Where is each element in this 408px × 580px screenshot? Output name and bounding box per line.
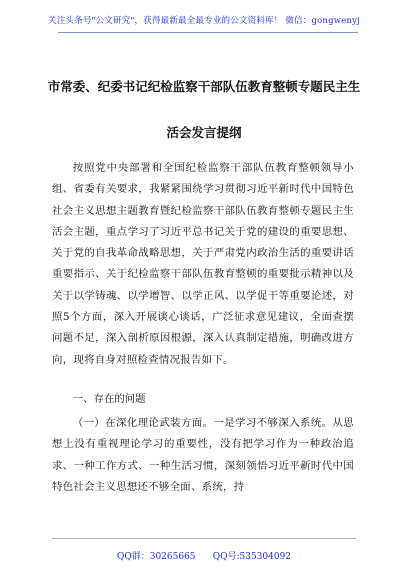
- document-title-line-1: 市常委、纪委书记纪检监察干部队伍教育整顿专题民主生: [47, 79, 361, 94]
- footer-contact: QQ群：30265665 QQ号:535304092: [116, 552, 292, 562]
- page-header: [0, 0, 408, 58]
- header-divider: [58, 32, 358, 33]
- header-notice: 关注头条号"公文研究"，获得最新最全最专业的公文资料库！ 微信：gongwenyj: [48, 16, 360, 26]
- page-footer: [0, 538, 408, 578]
- document-title-line-2: 活会发言提纲: [166, 125, 242, 140]
- section-heading: 一、存在的问题: [72, 393, 146, 405]
- footer-divider: [52, 538, 356, 539]
- intro-paragraph: 按照党中央部署和全国纪检监察干部队伍教育整顿领导小组、省委有关要求，我紧紧围绕学习贯彻习近平新时代中国特色社会主义思想主题教育暨纪检监察干部队伍教育整顿专题民主生活会主题，重点学习了习近平总书记关于党的建设的重要思想、关于党的自我革命战略思想，关于严肃党内政治生活的重要讲话重要指示、关于纪检监察干部队伍教育整顿的重要批示精神以及关于以学铸魂、以学增智、以学正风、以学促干等重要论述，对照5个方面，深入开展谈心谈话，广泛征求意见建议，全面查摆问题不足，深入剖析原因根源，深入认真制定措施，明确改进方向，现将自身对照检查情况报告如下。: [52, 162, 354, 366]
- body-paragraph: （一）在深化理论武装方面。一是学习不够深入系统。从思想上没有重视理论学习的重要性，没有把学习作为一种政治追求、一种工作方式、一种生活习惯，深刻领悟习近平新时代中国特色社会主义思想还不够全面、系统，持: [52, 417, 354, 493]
